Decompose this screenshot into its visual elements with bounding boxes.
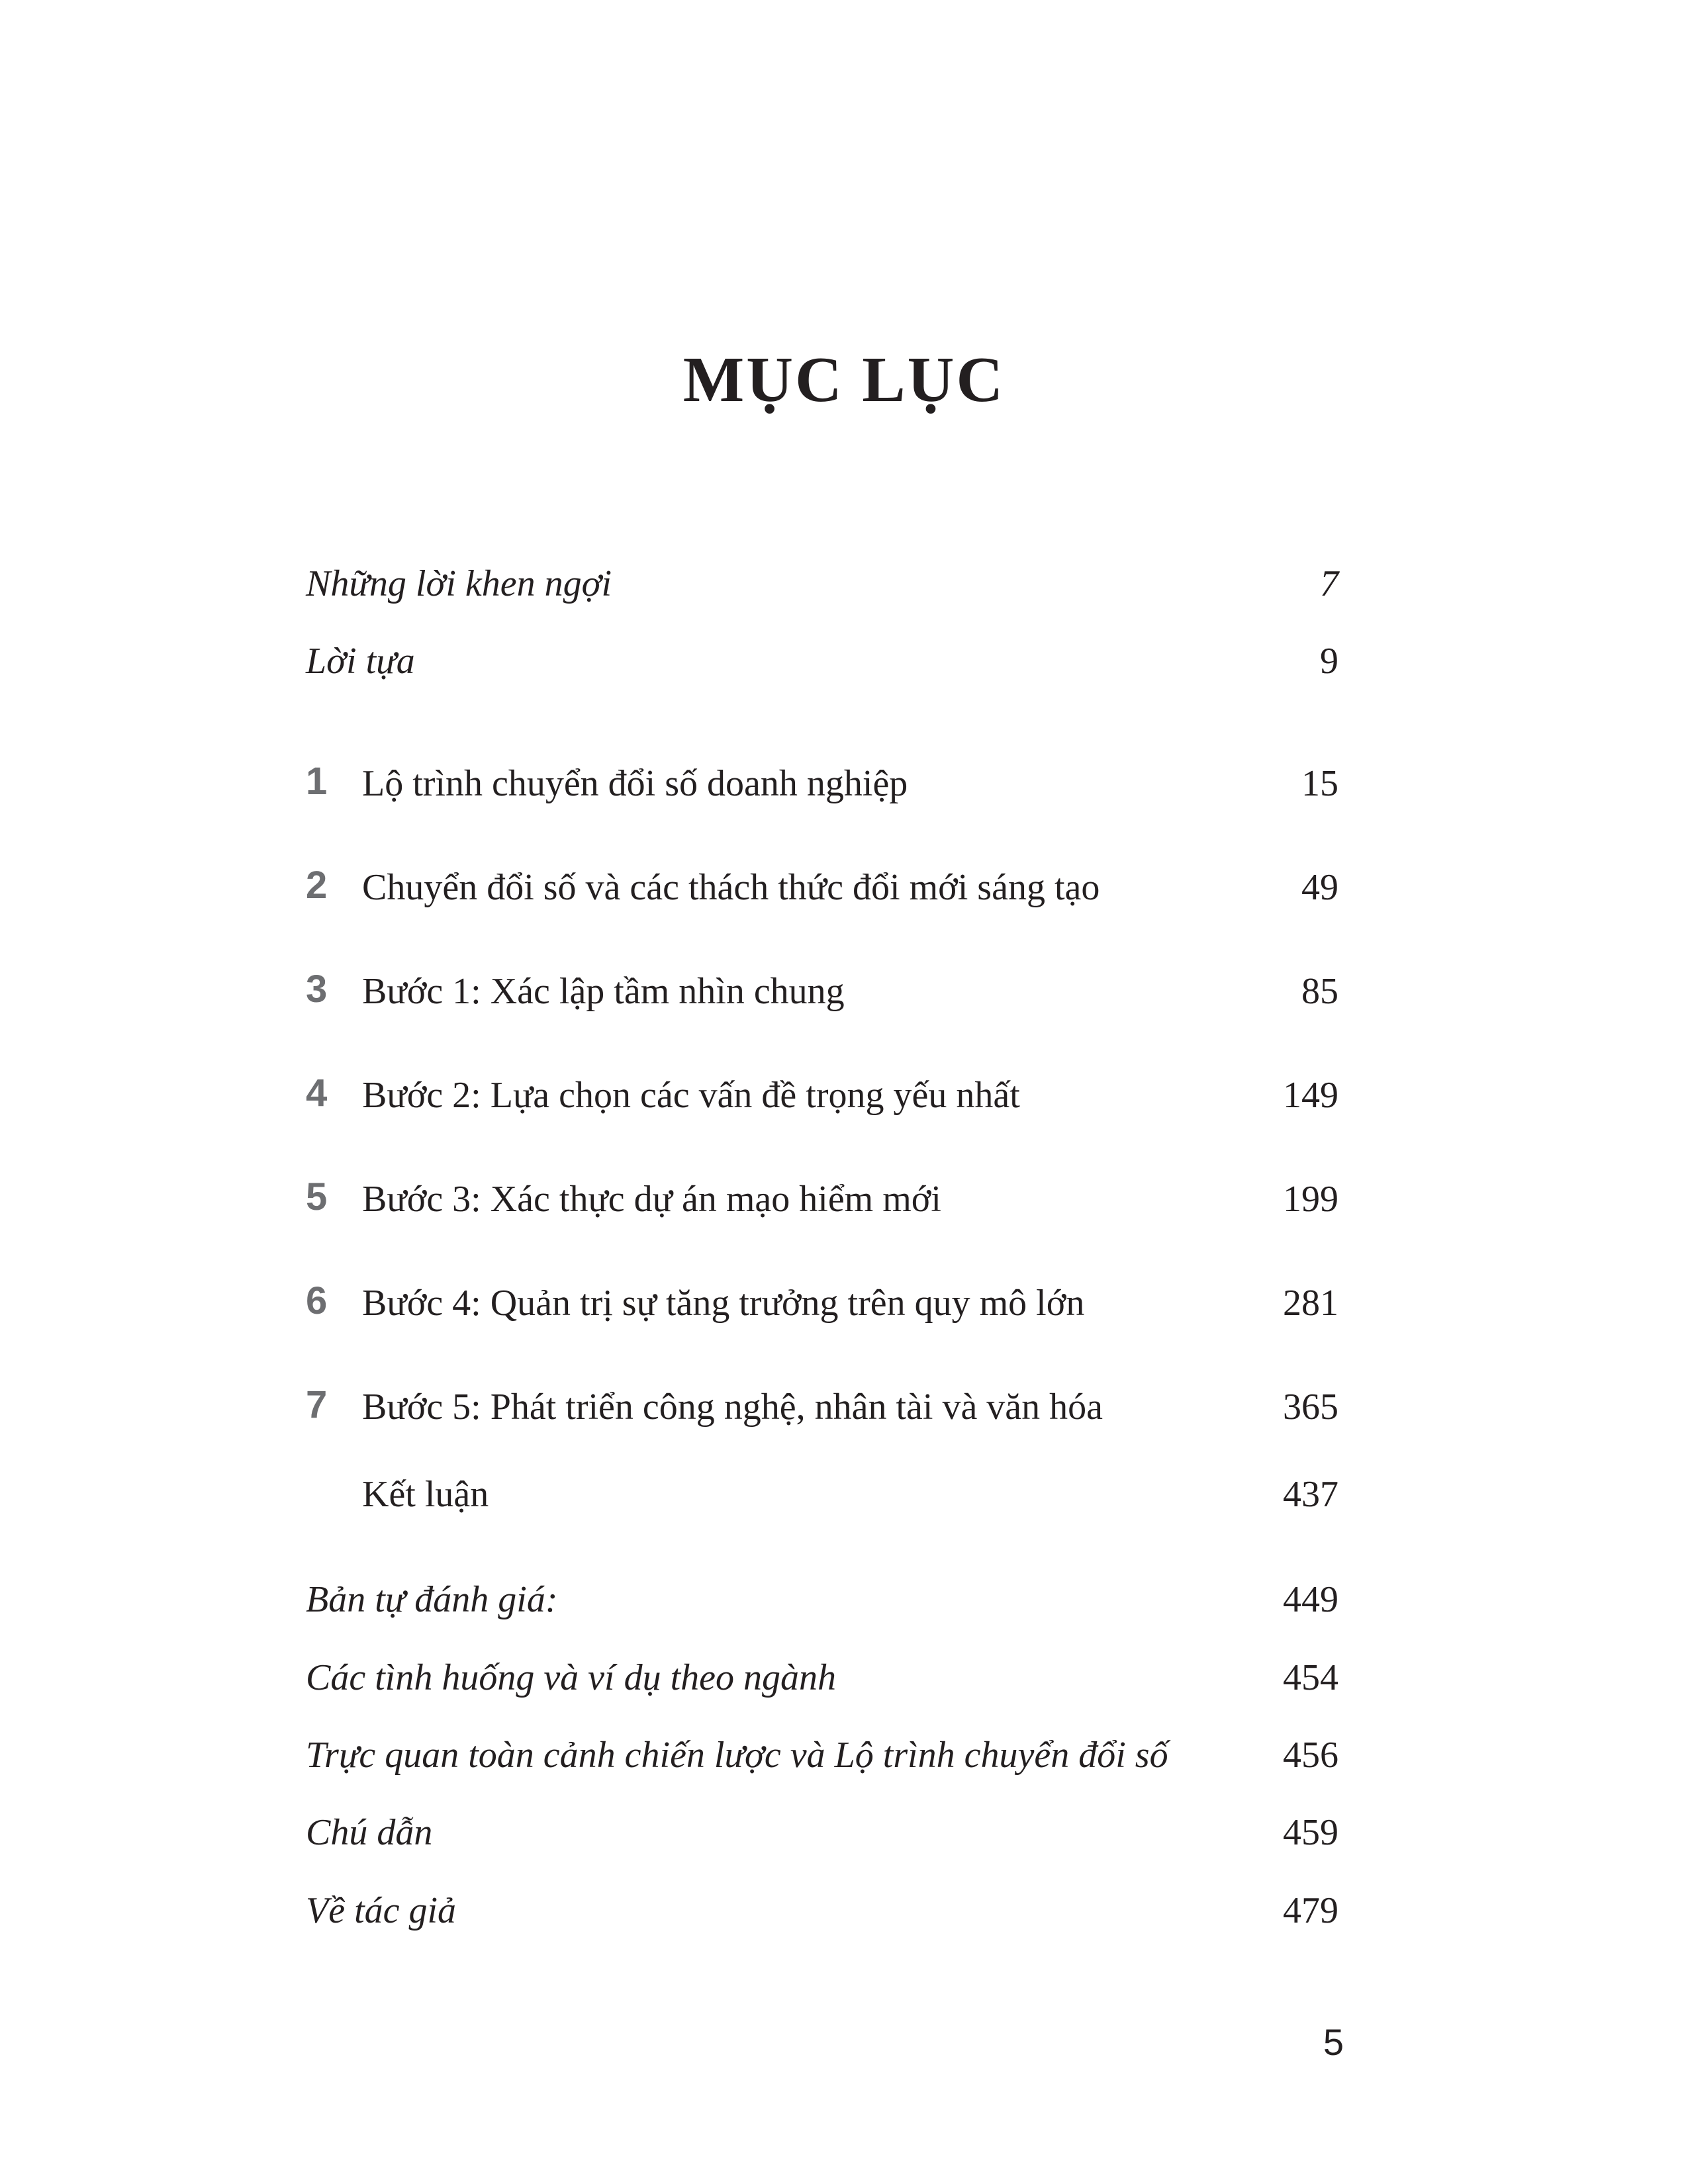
toc-entry-label: Chú dẫn (306, 1812, 433, 1853)
toc-entry-label: Các tình huống và ví dụ theo ngành (306, 1657, 837, 1698)
toc-entry-label: Bước 5: Phát triển công nghệ, nhân tài và văn hóa (362, 1387, 1103, 1428)
toc-entry-label: Trực quan toàn cảnh chiến lược và Lộ trình chuyển đổi số (306, 1735, 1168, 1776)
toc-entry-page: 281 (1283, 1283, 1338, 1324)
toc-entry-page: 49 (1301, 867, 1338, 908)
chapter-number: 2 (306, 864, 328, 907)
toc-entry-label: Về tác giả (306, 1890, 457, 1931)
toc-entry-page: 7 (1320, 563, 1338, 604)
toc-entry-page: 9 (1320, 641, 1338, 682)
toc-entry-label: Lời tựa (306, 641, 415, 682)
toc-chapter-6[interactable] (306, 1255, 1338, 1322)
toc-entry-label: Lộ trình chuyển đổi số doanh nghiệp (362, 763, 908, 804)
toc-chapter-3[interactable] (306, 944, 1338, 1010)
toc-entry-strategy-overview[interactable] (306, 1707, 1338, 1774)
chapter-number: 3 (306, 968, 328, 1011)
chapter-number: 5 (306, 1175, 328, 1218)
toc-entry-label: Bản tự đánh giá: (306, 1579, 558, 1620)
toc-entry-label: Chuyển đổi số và các thách thức đổi mới sáng tạo (362, 867, 1100, 908)
toc-chapter-1[interactable] (306, 736, 1338, 802)
toc-entry-label: Bước 1: Xác lập tầm nhìn chung (362, 971, 845, 1012)
toc-conclusion[interactable] (306, 1447, 1338, 1513)
toc-entry-about-author[interactable] (306, 1863, 1338, 1929)
toc-entry-page: 85 (1301, 971, 1338, 1012)
toc-entry-industry-cases[interactable] (306, 1630, 1338, 1696)
toc-entry-label: Kết luận (362, 1474, 489, 1515)
toc-entry-page: 454 (1283, 1657, 1338, 1698)
toc-chapter-2[interactable] (306, 840, 1338, 906)
toc-entry-label: Những lời khen ngợi (306, 563, 612, 604)
toc-entry-page: 437 (1283, 1474, 1338, 1515)
toc-chapter-4[interactable] (306, 1048, 1338, 1114)
toc-chapter-5[interactable] (306, 1152, 1338, 1218)
toc-entry-label: Bước 3: Xác thực dự án mạo hiểm mới (362, 1179, 941, 1220)
toc-entry-label: Bước 4: Quản trị sự tăng trưởng trên quy mô lớn (362, 1283, 1085, 1324)
toc-entry-notes[interactable] (306, 1785, 1338, 1851)
toc-entry-self-assessment[interactable] (306, 1552, 1338, 1618)
toc-entry-label: Bước 2: Lựa chọn các vấn đề trọng yếu nhất (362, 1075, 1020, 1116)
toc-chapter-7[interactable] (306, 1359, 1338, 1426)
chapter-number: 1 (306, 760, 328, 803)
toc-entry-page: 199 (1283, 1179, 1338, 1220)
toc-entry-page: 149 (1283, 1075, 1338, 1116)
toc-entry-page: 449 (1283, 1579, 1338, 1620)
toc-entry-praise[interactable] (306, 536, 1338, 602)
toc-entry-page: 479 (1283, 1890, 1338, 1931)
chapter-number: 6 (306, 1279, 328, 1322)
page-title: MỤC LỤC (682, 344, 1006, 416)
chapter-number: 4 (306, 1071, 328, 1115)
toc-entry-page: 456 (1283, 1735, 1338, 1776)
toc-entry-page: 15 (1301, 763, 1338, 804)
toc-entry-page: 365 (1283, 1387, 1338, 1428)
toc-entry-foreword[interactable] (306, 614, 1338, 680)
chapter-number: 7 (306, 1383, 328, 1426)
toc-entry-page: 459 (1283, 1812, 1338, 1853)
page-number: 5 (1323, 2021, 1344, 2063)
